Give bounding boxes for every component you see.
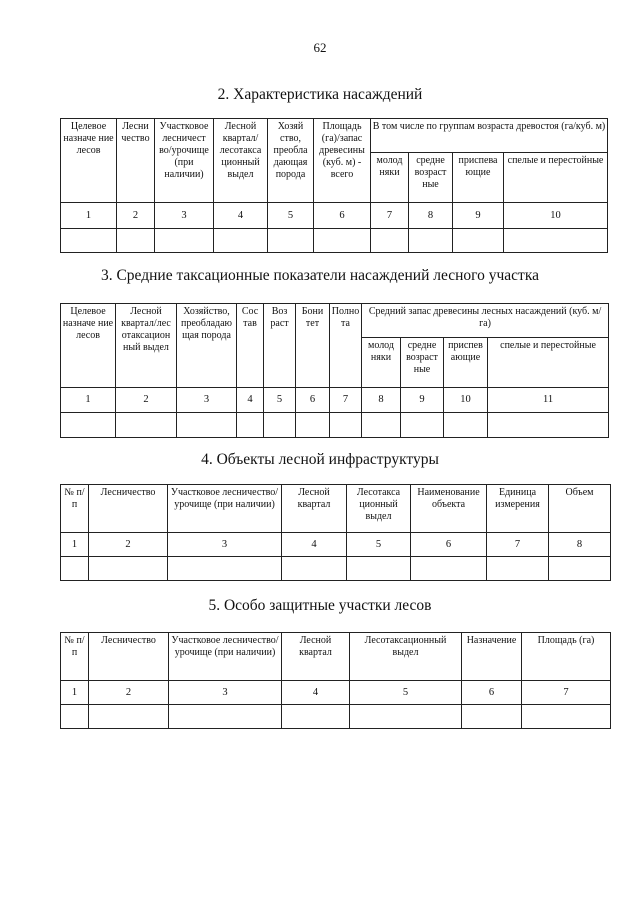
empty-cell <box>362 413 401 438</box>
column-number: 7 <box>487 533 549 557</box>
column-number: 7 <box>371 203 409 229</box>
section-3-title: 3. Средние таксационные показатели насаждений лесного участка <box>100 267 540 284</box>
empty-cell <box>89 705 169 729</box>
header-cell: Лесной квартал/ лесотакса ционный выдел <box>214 119 268 203</box>
empty-cell <box>409 229 453 253</box>
column-number: 5 <box>347 533 411 557</box>
sub-header-cell: приспев ающие <box>444 338 488 388</box>
column-number: 8 <box>549 533 611 557</box>
header-cell: Лесной квартал <box>282 633 350 681</box>
header-cell: Объем <box>549 485 611 533</box>
header-cell: Площадь (га) <box>522 633 611 681</box>
header-cell: № п/п <box>61 485 89 533</box>
header-cell: Наименование объекта <box>411 485 487 533</box>
column-number: 7 <box>522 681 611 705</box>
column-number: 2 <box>89 533 168 557</box>
column-number: 3 <box>169 681 282 705</box>
header-cell: Участковое лесничество/урочище (при наличии) <box>169 633 282 681</box>
section-5-title: 5. Особо защитные участки лесов <box>208 597 432 614</box>
empty-cell <box>371 229 409 253</box>
column-number: 8 <box>409 203 453 229</box>
empty-cell <box>169 705 282 729</box>
section-5-table <box>60 632 611 729</box>
header-cell: Лесничество <box>89 633 169 681</box>
section-3-table <box>60 303 609 438</box>
column-number: 1 <box>61 533 89 557</box>
header-cell: Полно та <box>330 304 362 388</box>
section-4-title: 4. Объекты лесной инфраструктуры <box>201 451 439 468</box>
header-cell: Единица измерения <box>487 485 549 533</box>
column-number: 2 <box>89 681 169 705</box>
empty-cell <box>214 229 268 253</box>
section-2-table <box>60 118 608 253</box>
column-number: 2 <box>117 203 155 229</box>
header-cell: Целевое назначе ние лесов <box>61 119 117 203</box>
header-cell: Участковое лесничест во/урочище (при наличии) <box>155 119 214 203</box>
empty-cell <box>168 557 282 581</box>
empty-cell <box>444 413 488 438</box>
empty-cell <box>61 557 89 581</box>
header-cell: Целевое назначе ние лесов <box>61 304 116 388</box>
empty-cell <box>116 413 177 438</box>
empty-cell <box>155 229 214 253</box>
group-header-cell: В том числе по группам возраста древостоя (га/куб. м) <box>371 119 608 153</box>
page-number: 62 <box>313 40 327 55</box>
column-number: 3 <box>168 533 282 557</box>
header-cell: Назначение <box>462 633 522 681</box>
sub-header-cell: молод няки <box>362 338 401 388</box>
column-number: 5 <box>264 388 296 413</box>
sub-header-cell: приспева ющие <box>453 153 504 203</box>
column-number: 4 <box>282 681 350 705</box>
column-number: 5 <box>350 681 462 705</box>
column-number: 3 <box>155 203 214 229</box>
column-number: 4 <box>282 533 347 557</box>
header-cell: № п/п <box>61 633 89 681</box>
column-number: 1 <box>61 388 116 413</box>
empty-cell <box>61 413 116 438</box>
empty-cell <box>462 705 522 729</box>
empty-cell <box>411 557 487 581</box>
empty-cell <box>504 229 608 253</box>
sub-header-cell: спелые и перестойные <box>488 338 609 388</box>
header-cell: Лесотакса ционный выдел <box>347 485 411 533</box>
empty-cell <box>453 229 504 253</box>
column-number: 6 <box>314 203 371 229</box>
empty-cell <box>61 229 117 253</box>
column-number: 4 <box>237 388 264 413</box>
column-number: 6 <box>411 533 487 557</box>
section-4-table <box>60 484 611 581</box>
empty-cell <box>89 557 168 581</box>
header-cell: Воз раст <box>264 304 296 388</box>
empty-cell <box>549 557 611 581</box>
empty-cell <box>268 229 314 253</box>
header-cell: Лесной квартал <box>282 485 347 533</box>
header-cell: Хозяй ство, преобла дающая порода <box>268 119 314 203</box>
sub-header-cell: молод няки <box>371 153 409 203</box>
empty-cell <box>314 229 371 253</box>
column-number: 5 <box>268 203 314 229</box>
empty-cell <box>117 229 155 253</box>
column-number: 6 <box>296 388 330 413</box>
sub-header-cell: средне возраст ные <box>409 153 453 203</box>
group-header-cell: Средний запас древесины лесных насаждений (куб. м/га) <box>362 304 609 338</box>
sub-header-cell: спелые и перестойные <box>504 153 608 203</box>
empty-cell <box>487 557 549 581</box>
column-number: 1 <box>61 203 117 229</box>
empty-cell <box>177 413 237 438</box>
column-number: 3 <box>177 388 237 413</box>
header-cell: Бони тет <box>296 304 330 388</box>
header-cell: Лесной квартал/лес отаксацион ный выдел <box>116 304 177 388</box>
column-number: 9 <box>453 203 504 229</box>
empty-cell <box>61 705 89 729</box>
empty-cell <box>330 413 362 438</box>
header-cell: Площадь (га)/запас древесины (куб. м) - всего <box>314 119 371 203</box>
column-number: 7 <box>330 388 362 413</box>
column-number: 11 <box>488 388 609 413</box>
empty-cell <box>488 413 609 438</box>
empty-cell <box>401 413 444 438</box>
header-cell: Участковое лесничество/ урочище (при наличии) <box>168 485 282 533</box>
header-cell: Сос тав <box>237 304 264 388</box>
empty-cell <box>522 705 611 729</box>
header-cell: Лесничество <box>89 485 168 533</box>
column-number: 6 <box>462 681 522 705</box>
empty-cell <box>264 413 296 438</box>
column-number: 1 <box>61 681 89 705</box>
empty-cell <box>296 413 330 438</box>
header-cell: Хозяйство, преобладаю щая порода <box>177 304 237 388</box>
header-cell: Лесотаксационный выдел <box>350 633 462 681</box>
column-number: 2 <box>116 388 177 413</box>
empty-cell <box>350 705 462 729</box>
empty-cell <box>237 413 264 438</box>
column-number: 4 <box>214 203 268 229</box>
column-number: 8 <box>362 388 401 413</box>
section-2-title: 2. Характеристика насаждений <box>217 86 423 103</box>
empty-cell <box>282 557 347 581</box>
header-cell: Лесни чество <box>117 119 155 203</box>
sub-header-cell: средне возраст ные <box>401 338 444 388</box>
empty-cell <box>347 557 411 581</box>
empty-cell <box>282 705 350 729</box>
column-number: 10 <box>444 388 488 413</box>
column-number: 9 <box>401 388 444 413</box>
column-number: 10 <box>504 203 608 229</box>
